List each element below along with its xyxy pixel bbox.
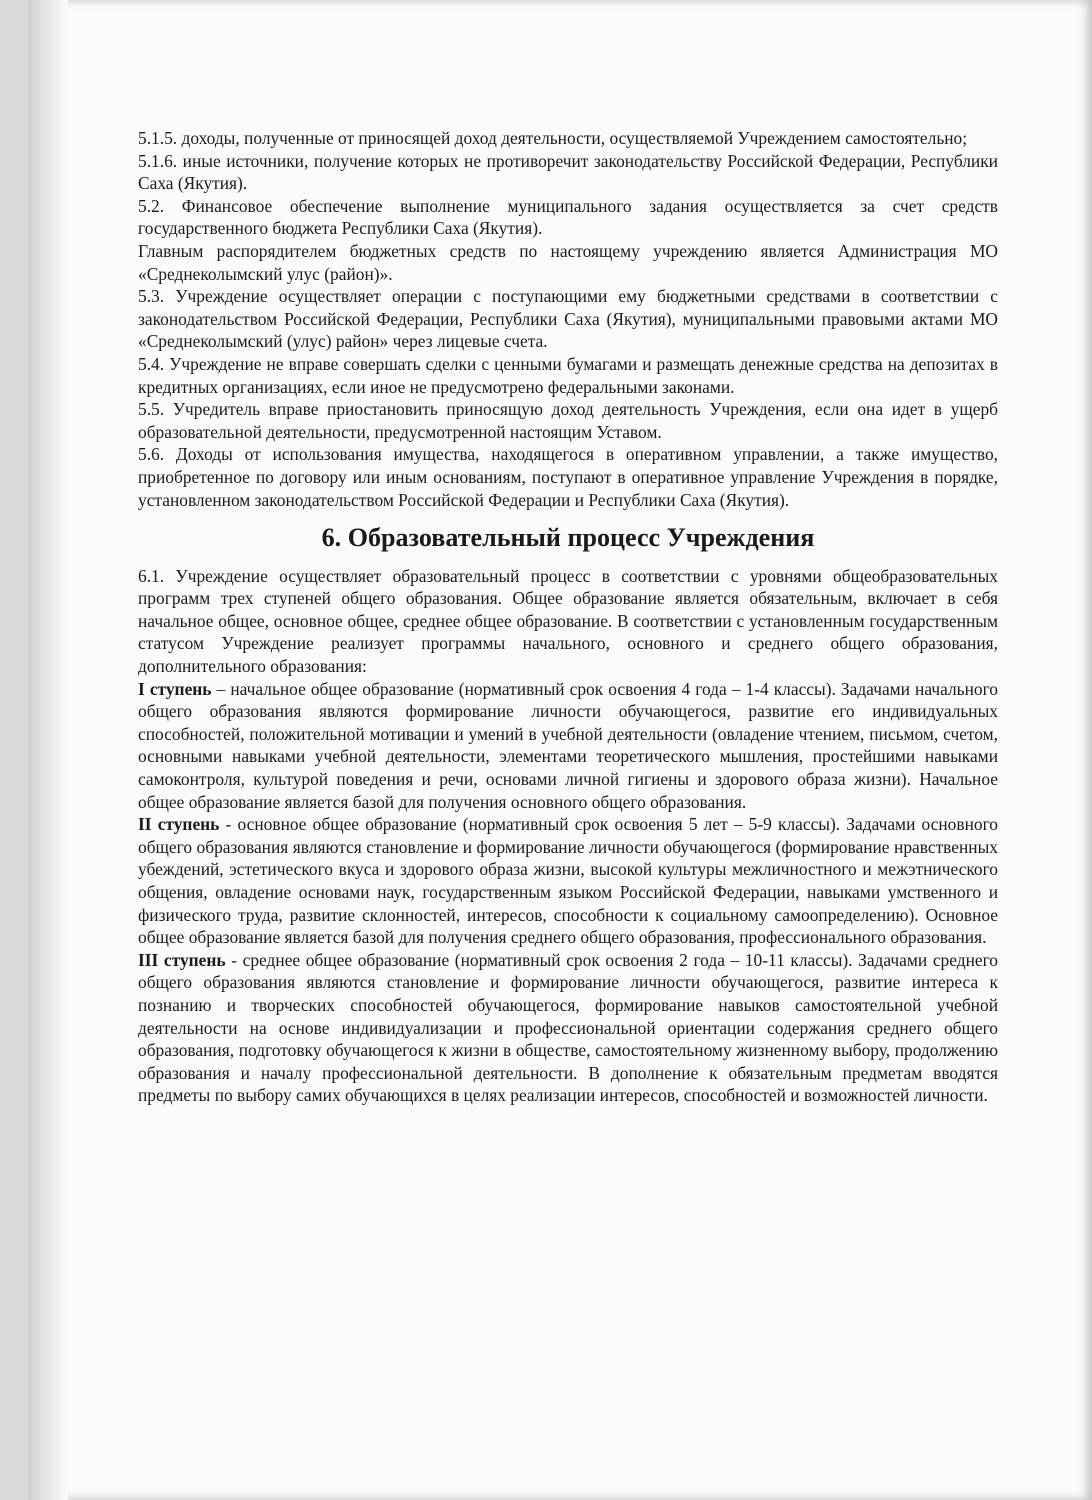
paragraph-5-1-5: 5.1.5. доходы, полученные от приносящей доход деятельности, осуществляемой Учреждением самостоятельно; xyxy=(138,128,968,148)
section-6-heading: 6. Образовательный процесс Учреждения xyxy=(321,523,815,553)
stage-3-label: III ступень xyxy=(138,949,226,970)
page-edge-shadow xyxy=(28,0,68,1500)
paragraph-6-1: 6.1. Учреждение осуществляет образовательный процесс в соответствии с уровнями общеобразовательных программ трех ступеней общего образования. Общее образование является обязательным, включает в себя начальное общее, основное общее, среднее общее образование. В соответствии с установленным государственным статусом Учреждение реализует программы начального, основного и среднего общего образования, дополнительного образования: xyxy=(138,565,998,677)
document-body xyxy=(138,127,998,1107)
stage-2-label: II ступень xyxy=(138,814,220,835)
stage-1-label: I ступень xyxy=(138,678,212,699)
stage-3-text: - среднее общее образование (нормативный срок освоения 2 года – 10-11 классы). Задачами среднего общего образования являются становление и формирование личности обучающегося, развитие интереса к познанию и творческих способностей обучающегося, формирование навыков самостоятельной учебной деятельности на основе индивидуализации и профессиональной ориентации содержания среднего общего образования, подготовку обучающегося к жизни в обществе, самостоятельному жизненному выбору, продолжению образования и началу профессиональной деятельности. В дополнение к обязательным предметам вводятся предметы по выбору самих обучающихся в целях реализации интересов, способностей и возможностей личности. xyxy=(138,949,998,1106)
stage-2-paragraph xyxy=(138,813,998,949)
paragraph-main-manager: Главным распорядителем бюджетных средств по настоящему учреждению является Администрация МО «Среднеколымский улус (район)». xyxy=(138,240,998,284)
paragraph-5-4: 5.4. Учреждение не вправе совершать сделки с ценными бумагами и размещать денежные средства на депозитах в кредитных организациях, если иное не предусмотрено федеральными законами. xyxy=(138,353,998,397)
stage-1-paragraph xyxy=(138,678,998,814)
paragraph-5-6: 5.6. Доходы от использования имущества, находящегося в оперативном управлении, а также имущество, приобретенное по договору или иным основаниям, поступают в оперативное управление Учреждения в порядке, установленном законодательством Российской Федерации и Республики Саха (Якутия). xyxy=(138,444,998,510)
paragraph-5-2: 5.2. Финансовое обеспечение выполнение муниципального задания осуществляется за счет средств государственного бюджета Республики Саха (Якутия). xyxy=(138,195,998,239)
stage-1-text: – начальное общее образование (нормативный срок освоения 4 года – 1-4 классы). Задачами начального общего образования являются формирование личности обучающегося, развитие его индивидуальных способностей, положительной мотивации и умений в учебной деятельности (овладение чтением, письмом, счетом, основными навыками учебной деятельности, элементами теоретического мышления, простейшими навыками самоконтроля, культурой поведения и речи, основами личной гигиены и здорового образа жизни). Начальное общее образование является базой для получения основного общего образования. xyxy=(138,678,998,812)
paragraph-5-1-6: 5.1.6. иные источники, получение которых не противоречит законодательству Российской Федерации, Республики Саха (Якутия). xyxy=(138,150,998,194)
paragraph-5-5: 5.5. Учредитель вправе приостановить приносящую доход деятельность Учреждения, если она идет в ущерб образовательной деятельности, предусмотренной настоящим Уставом. xyxy=(138,399,998,442)
stage-2-text: - основное общее образование (нормативный срок освоения 5 лет – 5-9 классы). Задачами основного общего образования являются становление и формирование личности обучающегося (формирование нравственных убеждений, эстетического вкуса и здорового образа жизни, высокой культуры межличностного и межэтнического общения, овладение основами наук, государственным языком Российской Федерации, навыками умственного и физического труда, развитие склонностей, интересов, способности к социальному самоопределению). Основное общее образование является базой для получения среднего общего образования, профессионального образования. xyxy=(138,814,998,948)
paragraph-5-3: 5.3. Учреждение осуществляет операции с поступающими ему бюджетными средствами в соответствии с законодательством Российской Федерации, Республики Саха (Якутия), муниципальными правовыми актами МО «Среднеколымский (улус) район» через лицевые счета. xyxy=(138,286,998,352)
stage-3-paragraph xyxy=(138,949,998,1107)
